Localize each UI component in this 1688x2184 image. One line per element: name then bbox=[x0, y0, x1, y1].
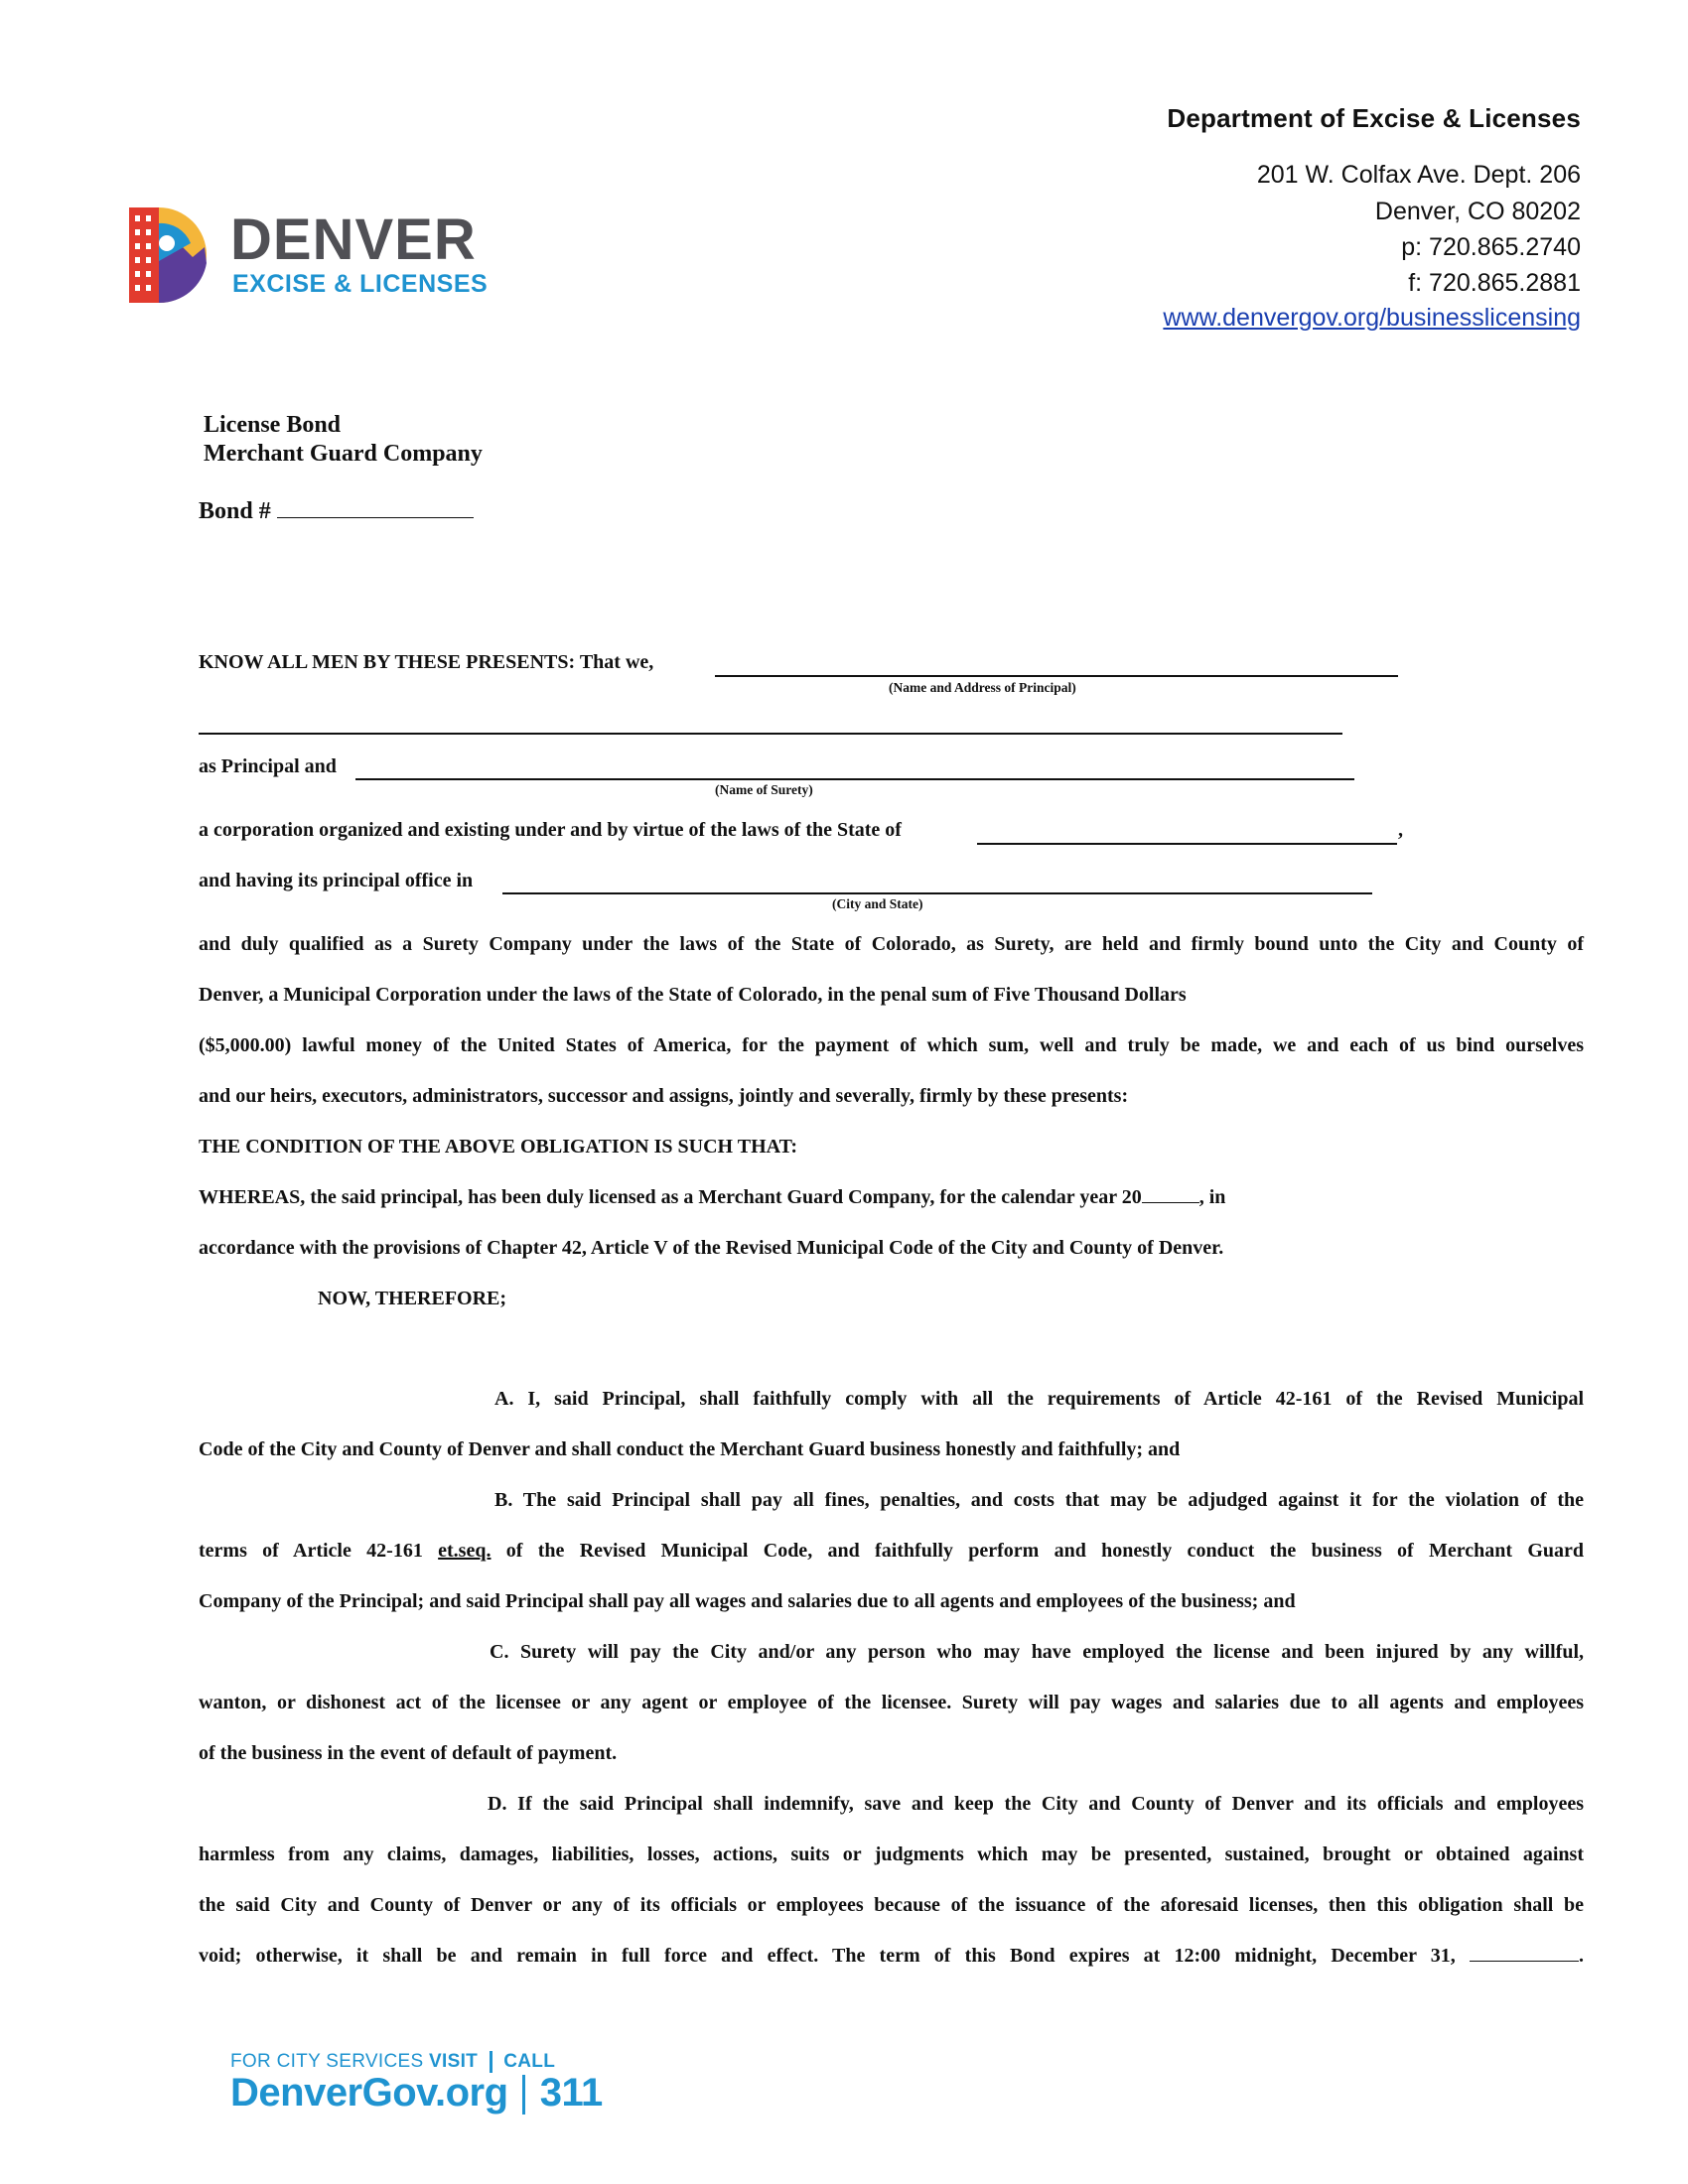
footer-site-text: DenverGov.org bbox=[230, 2071, 508, 2116]
expiry-year-blank[interactable] bbox=[1470, 1961, 1579, 1962]
clause-b-line: B. The said Principal shall pay all fines, penalties, and costs that may be adjudged against it for the violation of the bbox=[494, 1489, 1584, 1511]
principal-caption: (Name and Address of Principal) bbox=[889, 680, 1076, 695]
footer-services-text: FOR CITY SERVICES bbox=[230, 2051, 424, 2073]
clause-d-line: harmless from any claims, damages, liabilities, losses, actions, suits or judgments which may be presented, sustained, brought or obtained against bbox=[199, 1843, 1584, 1865]
body-line: and our heirs, executors, administrators, successor and assigns, jointly and severally, firmly by these presents: bbox=[199, 1085, 1129, 1107]
now-therefore: NOW, THEREFORE; bbox=[318, 1288, 507, 1309]
whereas-line bbox=[199, 1186, 1584, 1209]
clause-b-line: Company of the Principal; and said Principal shall pay all wages and salaries due to all agents and employees of the business; and bbox=[199, 1590, 1296, 1612]
footer-visit-text: VISIT bbox=[429, 2051, 479, 2073]
footer-call-text: CALL bbox=[503, 2051, 556, 2073]
whereas-text-end: , in bbox=[1198, 1186, 1226, 1208]
whereas-text: WHEREAS, the said principal, has been duly licensed as a Merchant Guard Company, for the calendar year 20 bbox=[199, 1186, 1142, 1208]
clause-a-line: A. I, said Principal, shall faithfully comply with all the requirements of Article 42-161 of the Revised Municipal bbox=[494, 1388, 1584, 1410]
clause-d-text: void; otherwise, it shall be and remain in full force and effect. The term of this Bond expires at 12:00 midnight, December 31, bbox=[199, 1945, 1456, 1967]
address-line: Denver, CO 80202 bbox=[1374, 198, 1581, 225]
clause-c-line: wanton, or dishonest act of the licensee or any agent or employee of the licensee. Surety will pay wages and salaries due to all agents and employees bbox=[199, 1692, 1584, 1713]
comma-text: , bbox=[1398, 819, 1403, 841]
phone-line: p: 720.865.2740 bbox=[1401, 233, 1581, 261]
principal-name-line[interactable] bbox=[715, 675, 1398, 677]
period-text: . bbox=[1579, 1945, 1585, 1967]
bond-number-field bbox=[199, 498, 474, 525]
footer-phone-text: 311 bbox=[539, 2071, 603, 2116]
body-line: and duly qualified as a Surety Company under the laws of the State of Colorado, as Surety, are held and firmly bound unto the City and County of bbox=[199, 933, 1584, 955]
body-line: Denver, a Municipal Corporation under the laws of the State of Colorado, in the penal sum of Five Thousand Dollars bbox=[199, 984, 1187, 1006]
year-blank[interactable] bbox=[1142, 1202, 1199, 1203]
fax-line: f: 720.865.2881 bbox=[1408, 269, 1581, 297]
surety-caption: (Name of Surety) bbox=[715, 782, 813, 797]
know-all-text: KNOW ALL MEN BY THESE PRESENTS: That we, bbox=[199, 651, 654, 673]
surety-name-line[interactable] bbox=[355, 778, 1354, 780]
clause-b-text: of the Revised Municipal Code, and faithfully perform and honestly conduct the business of Merchant Guard bbox=[505, 1540, 1585, 1562]
body-line: accordance with the provisions of Chapter 42, Article V of the Revised Municipal Code of the City and County of Denver. bbox=[199, 1237, 1224, 1259]
state-line[interactable] bbox=[977, 843, 1397, 845]
logo-subtitle: EXCISE & LICENSES bbox=[232, 270, 489, 298]
website-link[interactable]: www.denvergov.org/businesslicensing bbox=[1163, 304, 1581, 332]
city-state-caption: (City and State) bbox=[832, 896, 923, 911]
clause-d-line: D. If the said Principal shall indemnify, save and keep the City and County of Denver and its officials and employees bbox=[488, 1793, 1584, 1815]
condition-heading: THE CONDITION OF THE ABOVE OBLIGATION IS SUCH THAT: bbox=[199, 1136, 798, 1158]
footer-separator bbox=[490, 2051, 492, 2073]
logo-wordmark: DENVER bbox=[230, 207, 477, 272]
document-title: License Bond bbox=[204, 412, 342, 438]
city-state-line[interactable] bbox=[502, 892, 1372, 894]
footer-separator bbox=[522, 2075, 525, 2115]
as-principal-text: as Principal and bbox=[199, 755, 337, 777]
clause-d-line bbox=[199, 1945, 1584, 1968]
principal-address-line[interactable] bbox=[199, 733, 1342, 735]
document-subtitle: Merchant Guard Company bbox=[204, 441, 483, 467]
bond-number-blank[interactable] bbox=[277, 517, 474, 518]
clause-d-line: the said City and County of Denver or any of its officials or employees because of the issuance of the aforesaid licenses, then this obligation shall be bbox=[199, 1894, 1584, 1916]
department-title: Department of Excise & Licenses bbox=[1167, 103, 1581, 133]
footer-banner bbox=[230, 2051, 603, 2116]
denver-logo-icon bbox=[127, 204, 218, 305]
corporation-text: a corporation organized and existing under and by virtue of the laws of the State of bbox=[199, 819, 902, 841]
body-line: ($5,000.00) lawful money of the United States of America, for the payment of which sum, well and truly be made, we and each of us bind ourselves bbox=[199, 1034, 1584, 1056]
clause-a-line: Code of the City and County of Denver and shall conduct the Merchant Guard business honestly and faithfully; and bbox=[199, 1438, 1181, 1460]
clause-c-line: of the business in the event of default of payment. bbox=[199, 1742, 618, 1764]
et-seq-text: et.seq. bbox=[438, 1540, 492, 1562]
clause-b-line bbox=[199, 1540, 1584, 1563]
principal-office-text: and having its principal office in bbox=[199, 870, 474, 891]
clause-c-line: C. Surety will pay the City and/or any person who may have employed the license and been injured by any willful, bbox=[490, 1641, 1584, 1663]
address-line: 201 W. Colfax Ave. Dept. 206 bbox=[1256, 161, 1581, 189]
clause-b-text: terms of Article 42-161 bbox=[199, 1540, 423, 1562]
bond-number-label: Bond # bbox=[199, 498, 271, 524]
